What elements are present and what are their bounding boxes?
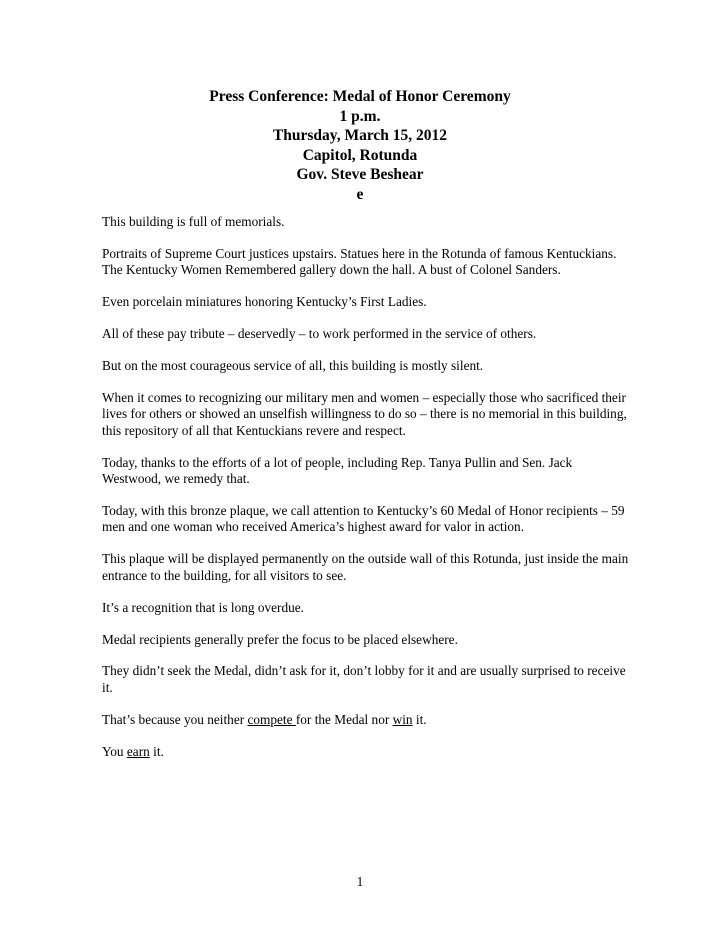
paragraph-13-text-e: it. bbox=[412, 711, 427, 727]
header-speaker: Gov. Steve Beshear bbox=[296, 166, 424, 184]
paragraph-3: Even porcelain miniatures honoring Kentucky’s First Ladies. bbox=[102, 294, 427, 310]
paragraph-8: Today, with this bronze plaque, we call attention to Kentucky’s 60 Medal of Honor recipients – 59 men and one woman who received America’s highest award for valor in action. bbox=[102, 502, 625, 535]
paragraph-12: They didn’t seek the Medal, didn’t ask for it, don’t lobby for it and are usually surprised to receive it. bbox=[102, 663, 626, 695]
page-number: 1 bbox=[356, 874, 364, 889]
speech-body bbox=[102, 214, 632, 776]
paragraph-10: It’s a recognition that is long overdue. bbox=[102, 599, 304, 615]
header-location: Capitol, Rotunda bbox=[302, 146, 418, 164]
paragraph-13 bbox=[102, 712, 632, 728]
underlined-earn: earn bbox=[126, 743, 150, 759]
paragraph-9: This plaque will be displayed permanently on the outside wall of this Rotunda, just inside the main entrance to the building, for all visitors to see. bbox=[102, 551, 629, 583]
paragraph-6: When it comes to recognizing our military men and women – especially those who sacrificed their lives for others or showed an unselfish willingness to do so – there is no memorial in this building, this repository of all that Kentuckians revere and respect. bbox=[102, 389, 627, 438]
paragraph-4: All of these pay tribute – deservedly – to work performed in the service of others. bbox=[102, 326, 537, 342]
header-time: 1 p.m. bbox=[339, 107, 381, 125]
paragraph-14 bbox=[102, 744, 632, 760]
document-header bbox=[0, 87, 720, 205]
paragraph-2: Portraits of Supreme Court justices upstairs. Statues here in the Rotunda of famous Kentuckians. The Kentucky Women Remembered gallery down the hall. A bust of Colonel Sanders. bbox=[102, 245, 617, 278]
paragraph-1: This building is full of memorials. bbox=[102, 214, 285, 229]
underlined-win: win bbox=[392, 711, 413, 727]
paragraph-11: Medal recipients generally prefer the focus to be placed elsewhere. bbox=[102, 631, 458, 647]
header-date: Thursday, March 15, 2012 bbox=[272, 127, 448, 145]
paragraph-5: But on the most courageous service of all, this building is mostly silent. bbox=[102, 358, 484, 374]
paragraph-7: Today, thanks to the efforts of a lot of people, including Rep. Tanya Pullin and Sen. Jack Westwood, we remedy that. bbox=[102, 454, 573, 487]
paragraph-14-text-c: it. bbox=[149, 743, 164, 759]
paragraph-13-text-c: for the Medal nor bbox=[295, 711, 393, 727]
header-mark: e bbox=[356, 185, 364, 203]
header-title: Press Conference: Medal of Honor Ceremony bbox=[209, 88, 511, 105]
underlined-compete: compete bbox=[247, 711, 296, 727]
paragraph-14-text-a: You bbox=[102, 743, 127, 759]
paragraph-13-text-a: That’s because you neither bbox=[102, 711, 248, 727]
